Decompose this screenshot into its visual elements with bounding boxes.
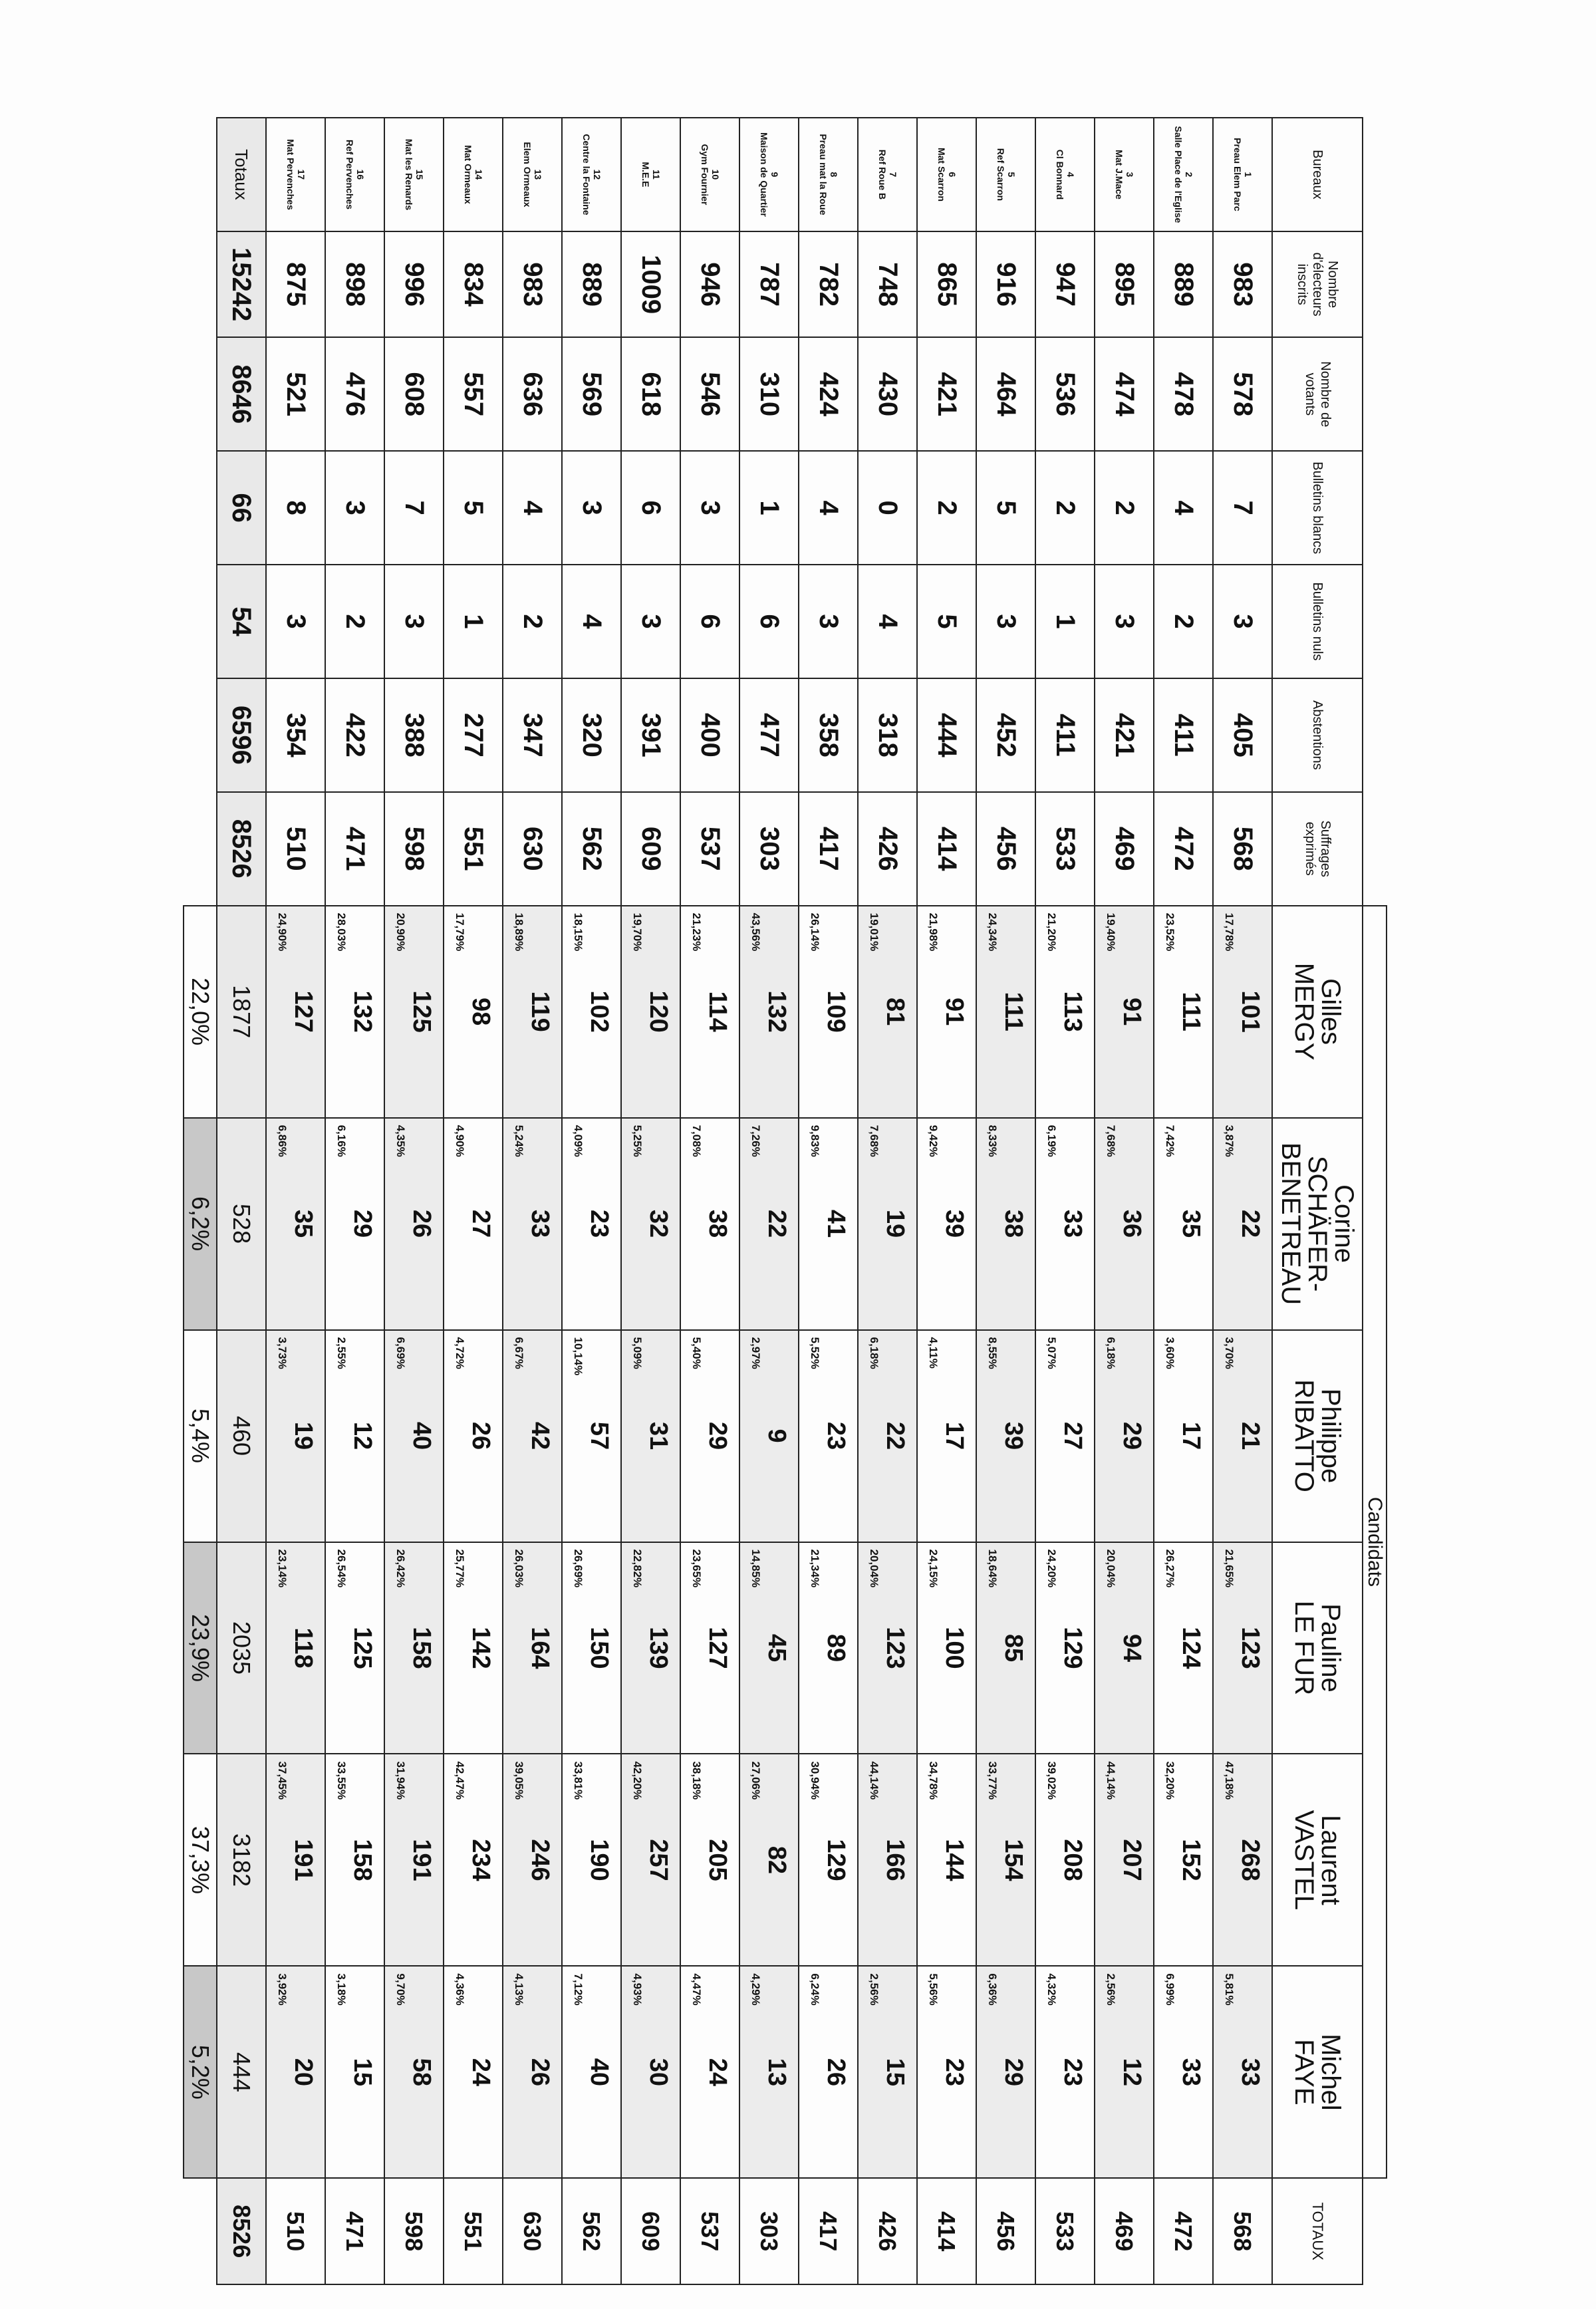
candidate-cell: 123 20,04% xyxy=(858,1542,917,1754)
blancs-cell: 2 xyxy=(917,451,976,565)
row-total-cell: 472 xyxy=(1154,2178,1213,2284)
table-row xyxy=(503,118,562,2284)
header-bureaux: Bureaux xyxy=(1272,118,1363,231)
header-votants: Nombre de votants xyxy=(1272,337,1363,451)
abstentions-cell: 444 xyxy=(917,678,976,792)
exprimes-cell: 456 xyxy=(976,792,1035,906)
abstentions-cell: 318 xyxy=(858,678,917,792)
candidate-cell: 127 24,90% xyxy=(266,906,325,1118)
candidate-cell: 26 4,13% xyxy=(503,1966,562,2178)
candidate-percent: 6,2% xyxy=(184,1118,217,1330)
candidate-cell: 39 8,55% xyxy=(976,1330,1035,1542)
bureau-cell: 13 Elem Ormeaux xyxy=(503,118,562,231)
table-row xyxy=(325,118,384,2284)
candidate-cell: 102 18,15% xyxy=(562,906,621,1118)
candidate-cell: 125 26,54% xyxy=(325,1542,384,1754)
votants-cell: 424 xyxy=(799,337,858,451)
abstentions-cell: 411 xyxy=(1035,678,1095,792)
candidate-cell: 132 28,03% xyxy=(325,906,384,1118)
percent-row xyxy=(184,118,217,2284)
candidate-cell: 38 7,08% xyxy=(680,1118,739,1330)
blancs-cell: 4 xyxy=(503,451,562,565)
table-row xyxy=(562,118,621,2284)
totals-nuls: 54 xyxy=(217,565,266,678)
table-row xyxy=(1213,118,1272,2284)
votants-cell: 536 xyxy=(1035,337,1095,451)
candidate-cell: 111 23,52% xyxy=(1154,906,1213,1118)
candidate-cell: 94 20,04% xyxy=(1095,1542,1154,1754)
row-total-cell: 630 xyxy=(503,2178,562,2284)
votants-cell: 521 xyxy=(266,337,325,451)
bureau-cell: 5 Ref Scarron xyxy=(976,118,1035,231)
bureau-cell: 16 Ref Pervenches xyxy=(325,118,384,231)
totals-candidate: 444 xyxy=(217,1966,266,2178)
candidate-cell: 26 4,35% xyxy=(384,1118,444,1330)
totals-candidate: 528 xyxy=(217,1118,266,1330)
header-candidate: Philippe RIBATTO xyxy=(1272,1330,1363,1542)
candidate-cell: 166 44,14% xyxy=(858,1754,917,1966)
candidate-cell: 113 21,20% xyxy=(1035,906,1095,1118)
nuls-cell: 1 xyxy=(1035,565,1095,678)
header-candidate: Michel FAYE xyxy=(1272,1966,1363,2178)
totals-votants: 8646 xyxy=(217,337,266,451)
exprimes-cell: 598 xyxy=(384,792,444,906)
blancs-cell: 4 xyxy=(799,451,858,565)
votants-cell: 578 xyxy=(1213,337,1272,451)
candidate-cell: 89 21,34% xyxy=(799,1542,858,1754)
candidate-cell: 191 31,94% xyxy=(384,1754,444,1966)
row-total-cell: 537 xyxy=(680,2178,739,2284)
candidate-cell: 19 7,68% xyxy=(858,1118,917,1330)
candidate-cell: 120 19,70% xyxy=(621,906,680,1118)
candidates-group-header: Candidats xyxy=(1363,906,1387,2179)
inscrits-cell: 996 xyxy=(384,231,444,337)
candidate-cell: 30 4,93% xyxy=(621,1966,680,2178)
blancs-cell: 3 xyxy=(562,451,621,565)
candidate-cell: 32 5,25% xyxy=(621,1118,680,1330)
blancs-cell: 5 xyxy=(976,451,1035,565)
table-row xyxy=(858,118,917,2284)
votants-cell: 474 xyxy=(1095,337,1154,451)
row-total-cell: 568 xyxy=(1213,2178,1272,2284)
row-total-cell: 533 xyxy=(1035,2178,1095,2284)
candidate-cell: 246 39,05% xyxy=(503,1754,562,1966)
candidate-cell: 19 3,73% xyxy=(266,1330,325,1542)
row-total-cell: 551 xyxy=(444,2178,503,2284)
exprimes-cell: 568 xyxy=(1213,792,1272,906)
row-total-cell: 426 xyxy=(858,2178,917,2284)
nuls-cell: 3 xyxy=(1095,565,1154,678)
results-sheet xyxy=(145,117,1387,2285)
nuls-cell: 6 xyxy=(680,565,739,678)
blancs-cell: 6 xyxy=(621,451,680,565)
votants-cell: 557 xyxy=(444,337,503,451)
candidate-cell: 98 17,79% xyxy=(444,906,503,1118)
candidate-cell: 129 30,94% xyxy=(799,1754,858,1966)
exprimes-cell: 609 xyxy=(621,792,680,906)
blancs-cell: 3 xyxy=(680,451,739,565)
inscrits-cell: 1009 xyxy=(621,231,680,337)
candidate-cell: 24 4,36% xyxy=(444,1966,503,2178)
candidate-cell: 190 33,81% xyxy=(562,1754,621,1966)
candidate-cell: 100 24,15% xyxy=(917,1542,976,1754)
candidate-percent: 5,4% xyxy=(184,1330,217,1542)
row-total-cell: 598 xyxy=(384,2178,444,2284)
candidate-cell: 17 3,60% xyxy=(1154,1330,1213,1542)
candidate-cell: 234 42,47% xyxy=(444,1754,503,1966)
header-candidate: Corine SCHÄFER- BENETREAU xyxy=(1272,1118,1363,1330)
candidate-cell: 158 33,55% xyxy=(325,1754,384,1966)
table-row xyxy=(976,118,1035,2284)
candidate-cell: 39 9,42% xyxy=(917,1118,976,1330)
blancs-cell: 7 xyxy=(384,451,444,565)
totals-label: Totaux xyxy=(217,118,266,231)
inscrits-cell: 895 xyxy=(1095,231,1154,337)
votants-cell: 478 xyxy=(1154,337,1213,451)
candidate-cell: 132 43,56% xyxy=(739,906,799,1118)
inscrits-cell: 889 xyxy=(1154,231,1213,337)
table-row xyxy=(444,118,503,2284)
candidate-cell: 33 6,19% xyxy=(1035,1118,1095,1330)
bureau-cell: 12 Centre la Fontaine xyxy=(562,118,621,231)
candidate-cell: 91 21,98% xyxy=(917,906,976,1118)
candidate-percent: 5,2% xyxy=(184,1966,217,2178)
candidate-cell: 124 26,27% xyxy=(1154,1542,1213,1754)
bureau-cell: 10 Gym Fournier xyxy=(680,118,739,231)
candidate-cell: 268 47,18% xyxy=(1213,1754,1272,1966)
inscrits-cell: 898 xyxy=(325,231,384,337)
bureau-cell: 15 Mat les Renards xyxy=(384,118,444,231)
candidate-cell: 85 18,64% xyxy=(976,1542,1035,1754)
header-blancs: Bulletins blancs xyxy=(1272,451,1363,565)
nuls-cell: 2 xyxy=(1154,565,1213,678)
nuls-cell: 3 xyxy=(621,565,680,678)
candidate-cell: 142 25,77% xyxy=(444,1542,503,1754)
candidate-cell: 207 44,14% xyxy=(1095,1754,1154,1966)
inscrits-cell: 787 xyxy=(739,231,799,337)
nuls-cell: 1 xyxy=(444,565,503,678)
table-row xyxy=(266,118,325,2284)
nuls-cell: 3 xyxy=(799,565,858,678)
blancs-cell: 2 xyxy=(1035,451,1095,565)
bureau-cell: 14 Mat Ormeaux xyxy=(444,118,503,231)
row-total-cell: 562 xyxy=(562,2178,621,2284)
candidate-cell: 154 33,77% xyxy=(976,1754,1035,1966)
inscrits-cell: 875 xyxy=(266,231,325,337)
candidate-cell: 150 26,69% xyxy=(562,1542,621,1754)
row-total-cell: 414 xyxy=(917,2178,976,2284)
candidate-cell: 139 22,82% xyxy=(621,1542,680,1754)
candidate-cell: 15 2,56% xyxy=(858,1966,917,2178)
abstentions-cell: 277 xyxy=(444,678,503,792)
row-total-cell: 469 xyxy=(1095,2178,1154,2284)
votants-cell: 569 xyxy=(562,337,621,451)
candidate-cell: 164 26,03% xyxy=(503,1542,562,1754)
abstentions-cell: 354 xyxy=(266,678,325,792)
totals-candidate: 3182 xyxy=(217,1754,266,1966)
candidate-cell: 33 5,81% xyxy=(1213,1966,1272,2178)
exprimes-cell: 533 xyxy=(1035,792,1095,906)
table-row xyxy=(799,118,858,2284)
nuls-cell: 4 xyxy=(562,565,621,678)
exprimes-cell: 426 xyxy=(858,792,917,906)
candidate-percent: 22,0% xyxy=(184,906,217,1118)
candidate-cell: 158 26,42% xyxy=(384,1542,444,1754)
inscrits-cell: 916 xyxy=(976,231,1035,337)
exprimes-cell: 303 xyxy=(739,792,799,906)
inscrits-cell: 946 xyxy=(680,231,739,337)
candidate-cell: 35 7,42% xyxy=(1154,1118,1213,1330)
candidate-cell: 109 26,14% xyxy=(799,906,858,1118)
totals-candidate: 2035 xyxy=(217,1542,266,1754)
results-table xyxy=(183,117,1387,2285)
candidate-cell: 33 5,24% xyxy=(503,1118,562,1330)
candidate-cell: 20 3,92% xyxy=(266,1966,325,2178)
row-total-cell: 417 xyxy=(799,2178,858,2284)
candidate-cell: 127 23,65% xyxy=(680,1542,739,1754)
candidate-cell: 29 6,16% xyxy=(325,1118,384,1330)
candidate-cell: 125 20,90% xyxy=(384,906,444,1118)
header-candidate: Gilles MERGY xyxy=(1272,906,1363,1118)
table-row xyxy=(739,118,799,2284)
candidate-percent: 37,3% xyxy=(184,1754,217,1966)
exprimes-cell: 562 xyxy=(562,792,621,906)
nuls-cell: 3 xyxy=(976,565,1035,678)
candidate-cell: 118 23,14% xyxy=(266,1542,325,1754)
exprimes-cell: 414 xyxy=(917,792,976,906)
candidate-cell: 23 5,56% xyxy=(917,1966,976,2178)
candidate-cell: 152 32,20% xyxy=(1154,1754,1213,1966)
votants-cell: 310 xyxy=(739,337,799,451)
candidate-cell: 12 2,56% xyxy=(1095,1966,1154,2178)
header-candidate: Laurent VASTEL xyxy=(1272,1754,1363,1966)
inscrits-cell: 983 xyxy=(1213,231,1272,337)
nuls-cell: 3 xyxy=(1213,565,1272,678)
bureau-cell: 9 Maison de Quartier xyxy=(739,118,799,231)
candidate-cell: 15 3,18% xyxy=(325,1966,384,2178)
inscrits-cell: 983 xyxy=(503,231,562,337)
votants-cell: 546 xyxy=(680,337,739,451)
candidate-cell: 29 6,36% xyxy=(976,1966,1035,2178)
abstentions-cell: 358 xyxy=(799,678,858,792)
header-candidate: Pauline LE FUR xyxy=(1272,1542,1363,1754)
candidate-cell: 42 6,67% xyxy=(503,1330,562,1542)
exprimes-cell: 469 xyxy=(1095,792,1154,906)
blancs-cell: 1 xyxy=(739,451,799,565)
candidate-cell: 27 4,90% xyxy=(444,1118,503,1330)
candidate-cell: 26 4,72% xyxy=(444,1330,503,1542)
totals-inscrits: 15242 xyxy=(217,231,266,337)
bureau-cell: 4 Cl Bonnard xyxy=(1035,118,1095,231)
candidate-cell: 12 2,55% xyxy=(325,1330,384,1542)
candidate-cell: 13 4,29% xyxy=(739,1966,799,2178)
candidate-cell: 29 5,40% xyxy=(680,1330,739,1542)
row-total-cell: 471 xyxy=(325,2178,384,2284)
header-totaux: TOTAUX xyxy=(1272,2178,1363,2284)
blancs-cell: 0 xyxy=(858,451,917,565)
blancs-cell: 3 xyxy=(325,451,384,565)
nuls-cell: 2 xyxy=(325,565,384,678)
candidate-cell: 191 37,45% xyxy=(266,1754,325,1966)
exprimes-cell: 630 xyxy=(503,792,562,906)
candidate-cell: 23 4,32% xyxy=(1035,1966,1095,2178)
inscrits-cell: 889 xyxy=(562,231,621,337)
candidate-cell: 91 19,40% xyxy=(1095,906,1154,1118)
votants-cell: 430 xyxy=(858,337,917,451)
candidate-cell: 41 9,83% xyxy=(799,1118,858,1330)
table-row xyxy=(1035,118,1095,2284)
blancs-cell: 5 xyxy=(444,451,503,565)
abstentions-cell: 347 xyxy=(503,678,562,792)
candidate-cell: 58 9,70% xyxy=(384,1966,444,2178)
bureau-cell: 7 Ref Roue B xyxy=(858,118,917,231)
nuls-cell: 5 xyxy=(917,565,976,678)
inscrits-cell: 748 xyxy=(858,231,917,337)
exprimes-cell: 417 xyxy=(799,792,858,906)
table-row xyxy=(680,118,739,2284)
exprimes-cell: 551 xyxy=(444,792,503,906)
totals-candidate: 1877 xyxy=(217,906,266,1118)
candidate-cell: 35 6,86% xyxy=(266,1118,325,1330)
table-row xyxy=(384,118,444,2284)
candidate-cell: 9 2,97% xyxy=(739,1330,799,1542)
abstentions-cell: 405 xyxy=(1213,678,1272,792)
candidate-cell: 21 3,70% xyxy=(1213,1330,1272,1542)
candidate-cell: 17 4,11% xyxy=(917,1330,976,1542)
candidate-cell: 123 21,65% xyxy=(1213,1542,1272,1754)
nuls-cell: 4 xyxy=(858,565,917,678)
exprimes-cell: 537 xyxy=(680,792,739,906)
bureau-cell: 11 M.E.E xyxy=(621,118,680,231)
votants-cell: 608 xyxy=(384,337,444,451)
table-row xyxy=(1095,118,1154,2284)
candidate-cell: 82 27,06% xyxy=(739,1754,799,1966)
candidate-cell: 81 19,01% xyxy=(858,906,917,1118)
abstentions-cell: 477 xyxy=(739,678,799,792)
candidate-cell: 24 4,47% xyxy=(680,1966,739,2178)
candidate-cell: 23 5,52% xyxy=(799,1330,858,1542)
exprimes-cell: 471 xyxy=(325,792,384,906)
abstentions-cell: 391 xyxy=(621,678,680,792)
candidate-cell: 205 38,18% xyxy=(680,1754,739,1966)
nuls-cell: 2 xyxy=(503,565,562,678)
abstentions-cell: 452 xyxy=(976,678,1035,792)
candidate-cell: 31 5,09% xyxy=(621,1330,680,1542)
header-inscrits: Nombre d'électeurs inscrits xyxy=(1272,231,1363,337)
blancs-cell: 2 xyxy=(1095,451,1154,565)
candidate-cell: 33 6,99% xyxy=(1154,1966,1213,2178)
row-total-cell: 456 xyxy=(976,2178,1035,2284)
candidate-cell: 29 6,18% xyxy=(1095,1330,1154,1542)
rows-body xyxy=(266,118,1272,2284)
totals-exprimes: 8526 xyxy=(217,792,266,906)
votants-cell: 476 xyxy=(325,337,384,451)
candidate-cell: 38 8,33% xyxy=(976,1118,1035,1330)
candidate-cell: 45 14,85% xyxy=(739,1542,799,1754)
totals-abstentions: 6596 xyxy=(217,678,266,792)
candidate-cell: 111 24,34% xyxy=(976,906,1035,1118)
totals-row xyxy=(217,118,266,2284)
candidate-cell: 40 7,12% xyxy=(562,1966,621,2178)
row-total-cell: 609 xyxy=(621,2178,680,2284)
candidate-cell: 40 6,69% xyxy=(384,1330,444,1542)
bureau-cell: 17 Mat Pervenches xyxy=(266,118,325,231)
votants-cell: 464 xyxy=(976,337,1035,451)
candidate-cell: 36 7,68% xyxy=(1095,1118,1154,1330)
blancs-cell: 7 xyxy=(1213,451,1272,565)
candidate-cell: 57 10,14% xyxy=(562,1330,621,1542)
candidate-cell: 257 42,20% xyxy=(621,1754,680,1966)
candidate-cell: 27 5,07% xyxy=(1035,1330,1095,1542)
votants-cell: 636 xyxy=(503,337,562,451)
candidate-cell: 22 7,26% xyxy=(739,1118,799,1330)
totals-candidate: 460 xyxy=(217,1330,266,1542)
totals-blancs: 66 xyxy=(217,451,266,565)
abstentions-cell: 411 xyxy=(1154,678,1213,792)
bureau-cell: 6 Mat Scarron xyxy=(917,118,976,231)
inscrits-cell: 947 xyxy=(1035,231,1095,337)
table-row xyxy=(1154,118,1213,2284)
table-row xyxy=(917,118,976,2284)
inscrits-cell: 865 xyxy=(917,231,976,337)
blancs-cell: 8 xyxy=(266,451,325,565)
candidate-percent: 23,9% xyxy=(184,1542,217,1754)
totals-total: 8526 xyxy=(217,2178,266,2284)
exprimes-cell: 510 xyxy=(266,792,325,906)
votants-cell: 421 xyxy=(917,337,976,451)
candidate-cell: 144 34,78% xyxy=(917,1754,976,1966)
inscrits-cell: 782 xyxy=(799,231,858,337)
abstentions-cell: 400 xyxy=(680,678,739,792)
candidate-cell: 208 39,02% xyxy=(1035,1754,1095,1966)
inscrits-cell: 834 xyxy=(444,231,503,337)
nuls-cell: 3 xyxy=(266,565,325,678)
nuls-cell: 6 xyxy=(739,565,799,678)
row-total-cell: 510 xyxy=(266,2178,325,2284)
abstentions-cell: 388 xyxy=(384,678,444,792)
table-row xyxy=(621,118,680,2284)
abstentions-cell: 422 xyxy=(325,678,384,792)
candidate-cell: 114 21,23% xyxy=(680,906,739,1118)
header-nuls: Bulletins nuls xyxy=(1272,565,1363,678)
candidate-cell: 129 24,20% xyxy=(1035,1542,1095,1754)
candidate-cell: 119 18,89% xyxy=(503,906,562,1118)
candidate-cell: 23 4,09% xyxy=(562,1118,621,1330)
bureau-cell: 1 Preau Elem Parc xyxy=(1213,118,1272,231)
votants-cell: 618 xyxy=(621,337,680,451)
header-abstentions: Abstentions xyxy=(1272,678,1363,792)
candidate-cell: 22 3,87% xyxy=(1213,1118,1272,1330)
candidate-cell: 101 17,78% xyxy=(1213,906,1272,1118)
nuls-cell: 3 xyxy=(384,565,444,678)
abstentions-cell: 421 xyxy=(1095,678,1154,792)
bureau-cell: 3 Mat J.Mace xyxy=(1095,118,1154,231)
bureau-cell: 8 Preau mat la Roue xyxy=(799,118,858,231)
exprimes-cell: 472 xyxy=(1154,792,1213,906)
bureau-cell: 2 Salle Place de l'Eglise xyxy=(1154,118,1213,231)
candidate-cell: 22 6,18% xyxy=(858,1330,917,1542)
row-total-cell: 303 xyxy=(739,2178,799,2284)
abstentions-cell: 320 xyxy=(562,678,621,792)
candidate-cell: 26 6,24% xyxy=(799,1966,858,2178)
header-exprimes: Suffrages exprimés xyxy=(1272,792,1363,906)
blancs-cell: 4 xyxy=(1154,451,1213,565)
